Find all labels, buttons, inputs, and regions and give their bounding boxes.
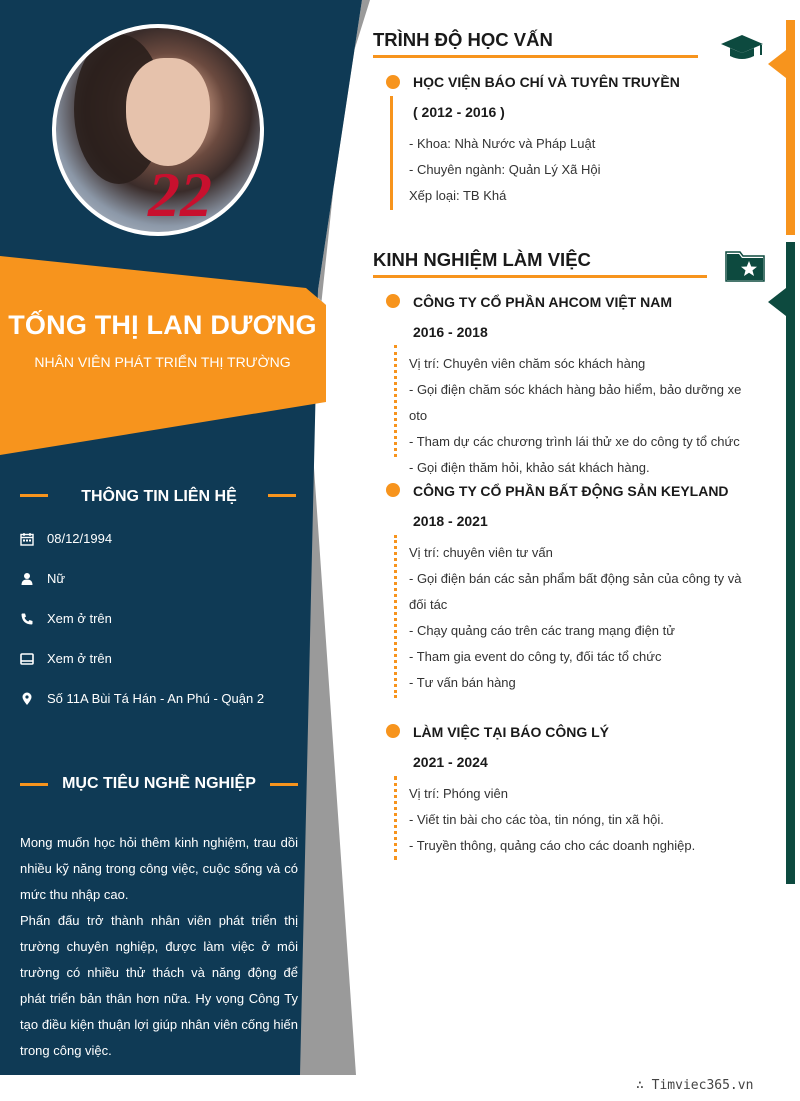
job2-timeline [394, 535, 397, 698]
job3-line-1: Vị trí: Phóng viên [409, 786, 508, 801]
contact-dash-right [268, 494, 296, 497]
job1-line-2: - Gọi điện chăm sóc khách hàng bảo hiểm, bảo dưỡng xe oto [409, 382, 742, 423]
job1-line-3: - Tham dự các chương trình lái thử xe do công ty tổ chức [409, 434, 740, 449]
contact-email-value: Xem ở trên [47, 651, 112, 666]
location-icon [20, 692, 34, 706]
user-icon [20, 572, 34, 586]
contact-birthday [20, 531, 112, 546]
calendar-icon [20, 532, 34, 546]
job3-line-2: - Viết tin bài cho các tòa, tin nóng, tin xã hội. [409, 812, 664, 827]
briefcase-star-icon [725, 248, 765, 282]
objective-dash-right [270, 783, 298, 786]
job2-company: CÔNG TY CỔ PHẦN BẤT ĐỘNG SẢN KEYLAND [413, 483, 729, 499]
graduation-cap-icon [719, 33, 765, 63]
education-grade: Xếp loại: TB Khá [409, 188, 507, 203]
job1-line-4: - Gọi điện thăm hỏi, khảo sát khách hàng. [409, 460, 650, 475]
job1-dot [386, 294, 400, 308]
avatar [52, 24, 264, 236]
contact-phone [20, 611, 112, 626]
job3-line-3: - Truyền thông, quảng cáo cho các doanh nghiệp. [409, 838, 696, 853]
job2-line-4: - Tham gia event do công ty, đối tác tổ chức [409, 649, 662, 664]
job1-years: 2016 - 2018 [413, 324, 488, 340]
job1-details [409, 351, 761, 481]
education-school: HỌC VIỆN BÁO CHÍ VÀ TUYÊN TRUYỀN [413, 74, 680, 90]
job1-company: CÔNG TY CỔ PHẦN AHCOM VIỆT NAM [413, 294, 673, 310]
exp-edge-bar [786, 242, 795, 884]
objective-paragraph-1: Mong muốn học hỏi thêm kinh nghiệm, trau dồi nhiều kỹ năng trong công việc, cuộc sống và có mức thu nhập cao. [20, 835, 298, 902]
job3-company: LÀM VIỆC TẠI BÁO CÔNG LÝ [413, 724, 609, 740]
contact-email [20, 651, 112, 666]
job1-line-1: Vị trí: Chuyên viên chăm sóc khách hàng [409, 356, 646, 371]
edu-edge-arrow [768, 50, 786, 78]
education-faculty: - Khoa: Nhà Nước và Pháp Luật [409, 136, 596, 151]
education-heading: TRÌNH ĐỘ HỌC VẤN [373, 29, 553, 50]
exp-edge-arrow [768, 288, 786, 316]
job2-details [409, 540, 761, 696]
job3-timeline [394, 776, 397, 860]
experience-underline [373, 275, 707, 278]
job1-timeline [394, 345, 397, 457]
objective-paragraph-2: Phấn đấu trở thành nhân viên phát triển thị trường chuyên nghiệp, được làm việc ở môi trường có nhiều thử thách và năng động để phát triển bản thân hơn nữa. Hy vọng Công Ty tạo điều kiện thuận lợi giúp nhân viên cống hiến trong công việc. [20, 913, 298, 1058]
job3-years: 2021 - 2024 [413, 754, 488, 770]
education-major: - Chuyên ngành: Quản Lý Xã Hội [409, 162, 601, 177]
experience-heading: KINH NGHIỆM LÀM VIỆC [373, 249, 591, 270]
job2-dot [386, 483, 400, 497]
job2-line-3: - Chạy quảng cáo trên các trang mạng điện tử [409, 623, 675, 638]
contact-gender-value: Nữ [47, 571, 66, 586]
contact-birthday-value: 08/12/1994 [47, 531, 113, 546]
profile-role: NHÂN VIÊN PHÁT TRIỂN THỊ TRƯỜNG [34, 354, 291, 370]
contact-heading: THÔNG TIN LIÊN HỆ [81, 488, 237, 505]
avatar-shirt-number: 22 [148, 159, 212, 230]
education-underline [373, 55, 698, 58]
contact-address-value: Số 11A Bùi Tá Hán - An Phú - Quận 2 [47, 691, 265, 706]
education-timeline [390, 96, 393, 210]
contact-gender [20, 571, 65, 586]
job2-years: 2018 - 2021 [413, 513, 488, 529]
contact-address [20, 691, 264, 706]
job3-dot [386, 724, 400, 738]
job3-details [409, 781, 761, 859]
profile-name: TỐNG THỊ LAN DƯƠNG [8, 310, 317, 340]
education-years: ( 2012 - 2016 ) [413, 104, 505, 120]
education-details [409, 131, 761, 209]
avatar-face [126, 58, 210, 166]
email-icon [20, 652, 34, 666]
job2-line-5: - Tư vấn bán hàng [409, 675, 516, 690]
job2-line-1: Vị trí: chuyên viên tư vấn [409, 545, 553, 560]
job2-line-2: - Gọi điện bán các sản phẩm bất động sản của công ty và đối tác [409, 571, 742, 612]
objective-heading: MỤC TIÊU NGHỀ NGHIỆP [62, 775, 256, 792]
phone-icon [20, 612, 34, 626]
edu-edge-bar [786, 20, 795, 235]
contact-phone-value: Xem ở trên [47, 611, 112, 626]
footer-brand[interactable]: ∴ Timviec365.vn [636, 1078, 754, 1093]
education-dot [386, 75, 400, 89]
objective-text [20, 830, 298, 1064]
